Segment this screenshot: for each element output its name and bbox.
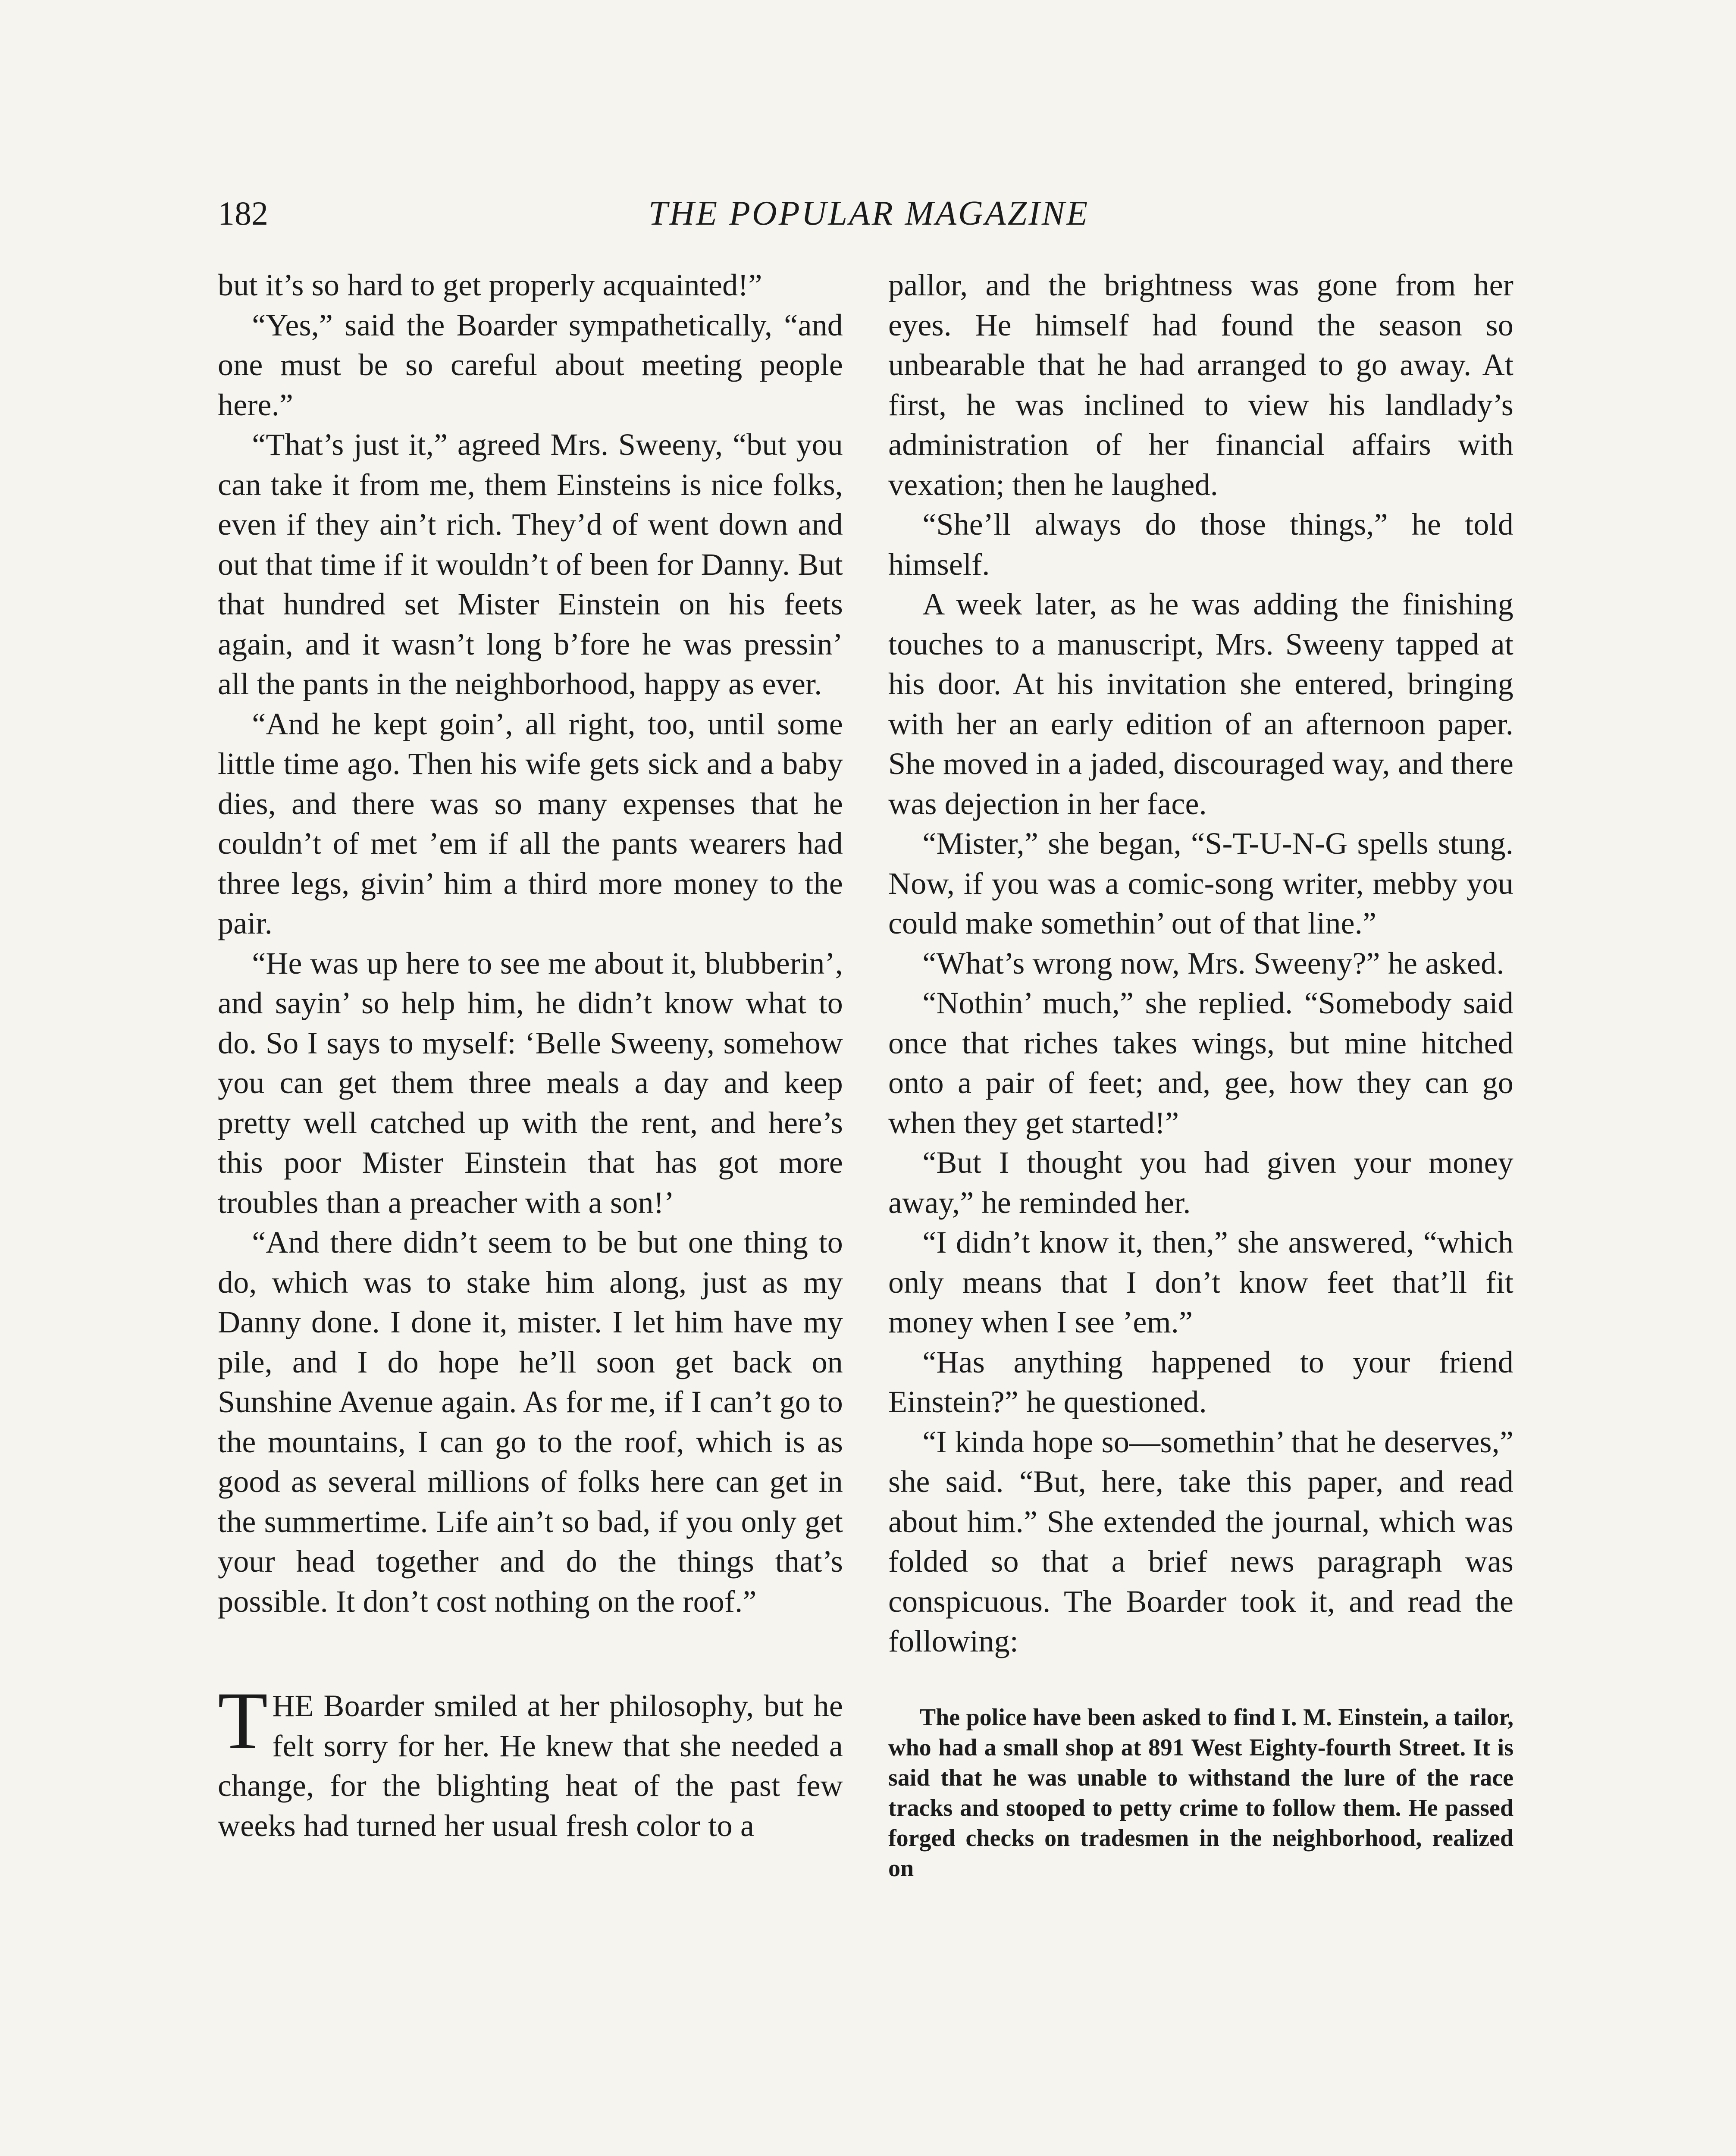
paragraph: “Nothin’ much,” she replied. “Somebody said once that riches takes wings, but mine hitched onto a pair of feet; and, gee, how they can go when they get started!” (888, 986, 1514, 1140)
paragraph: “Yes,” said the Boarder sympathetically, “and one must be so careful about meeting people here.” (218, 307, 843, 422)
left-column (218, 265, 843, 1846)
section-text: HE Boarder smiled at her philosophy, but he felt sorry for her. He knew that she needed a change, for the blighting heat of the past few weeks had turned her usual fresh color to a (218, 1689, 843, 1843)
paragraph: A week later, as he was adding the finishing touches to a manuscript, Mrs. Sweeny tapped at his door. At his invitation she entered, bringing with her an early edition of an afternoon paper. She moved in a jaded, discouraged way, and there was dejection in her face. (888, 587, 1514, 821)
paragraph: “And there didn’t seem to be but one thing to do, which was to stake him along, just as my Danny done. I done it, mister. I let him have my pile, and I do hope he’ll soon get back on Sunshine Avenue again. As for me, if I can’t go to the mountains, I can go to the roof, which is as good as several millions of folks here can get in the summertime. Life ain’t so bad, if you only get your head together and do the things that’s possible. It don’t cost nothing on the roof.” (218, 1225, 843, 1619)
page-header (218, 190, 1520, 237)
drop-cap: T (218, 1676, 268, 1766)
paragraph: “That’s just it,” agreed Mrs. Sweeny, “but you can take it from me, them Einsteins is nice folks, even if they ain’t rich. They’d of went down and out that time if it wouldn’t of been for Danny. But that hundred set Mister Einstein on his feets again, and it wasn’t long b’fore he was pressin’ all the pants in the neighborhood, happy as ever. (218, 427, 843, 701)
paragraph: “Mister,” she began, “S-T-U-N-G spells stung. Now, if you was a comic-song writer, mebby you could make somethin’ out of that line.” (888, 826, 1514, 940)
right-column (888, 265, 1514, 1883)
paragraph: pallor, and the brightness was gone from her eyes. He himself had found the season so unbearable that he had arranged to go away. At first, he was inclined to view his landlady’s administration of her financial affairs with vexation; then he laughed. (888, 268, 1514, 502)
paragraph: but it’s so hard to get properly acquainted!” (218, 268, 762, 302)
paragraph: “But I thought you had given your money away,” he reminded her. (888, 1145, 1514, 1220)
paragraph: “Has anything happened to your friend Einstein?” he questioned. (888, 1344, 1514, 1419)
newspaper-clipping: The police have been asked to find I. M. Einstein, a tailor, who had a small shop at 891 West Eighty-fourth Street. It is said that he was unable to withstand the lure of the race tracks and stooped to petty crime to follow them. He passed forged checks on tradesmen in the neighborhood, realized on (888, 1704, 1514, 1882)
section-paragraph (218, 1676, 843, 1846)
paragraph: “And he kept goin’, all right, too, until some little time ago. Then his wife gets sick and a baby dies, and there was so many expenses that he couldn’t of met ’em if all the pants wearers had three legs, givin’ him a third more money to the pair. (218, 706, 843, 940)
page-number: 182 (218, 194, 268, 232)
paragraph: “What’s wrong now, Mrs. Sweeny?” he asked. (922, 946, 1504, 981)
paragraph: “I kinda hope so—somethin’ that he deserves,” she said. “But, here, take this paper, and read about him.” She extended the journal, which was folded so that a brief news paragraph was conspicuous. The Boarder took it, and read the following: (888, 1424, 1514, 1658)
paragraph: “I didn’t know it, then,” she answered, “which only means that I don’t know feet that’ll fit money when I see ’em.” (888, 1225, 1514, 1339)
paragraph: “She’ll always do those things,” he told himself. (888, 507, 1514, 582)
magazine-title: THE POPULAR MAGAZINE (648, 194, 1090, 232)
paragraph: “He was up here to see me about it, blubberin’, and sayin’ so help him, he didn’t know what to do. So I says to myself: ‘Belle Sweeny, somehow you can get them three meals a day and keep pretty well catched up with the rent, and here’s this poor Mister Einstein that has got more troubles than a preacher with a son!’ (218, 946, 843, 1220)
